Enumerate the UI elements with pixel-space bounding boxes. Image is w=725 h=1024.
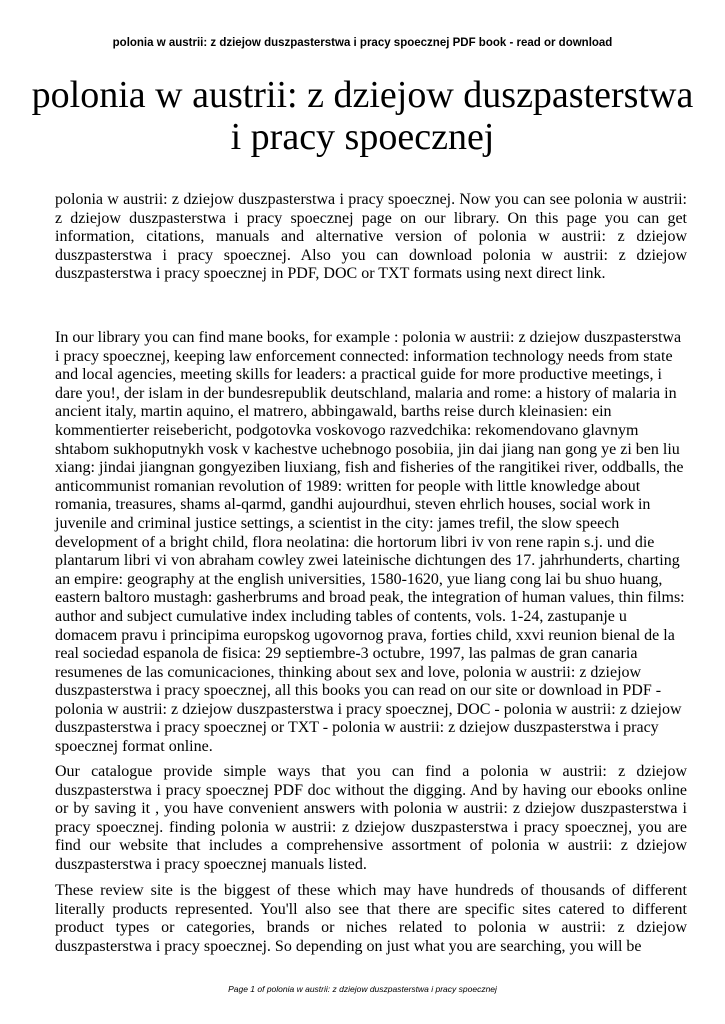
page-footer: Page 1 of polonia w austrii: z dziejow duszpasterstwa i pracy spoecznej: [228, 984, 497, 994]
page-header: polonia w austrii: z dziejow duszpasterstwa i pracy spoecznej PDF book - read or download: [112, 37, 613, 49]
review-site-paragraph: [55, 882, 687, 956]
intro-paragraph: [55, 191, 687, 284]
library-list-paragraph: [55, 329, 687, 757]
paragraph-text: polonia w austrii: z dziejow duszpasterstwa i pracy spoecznej. Now you can see polonia w austrii: z dziejow duszpasterstwa i pracy spoecznej page on our library. On this page you can get information, citations, manuals and alternative version of polonia w austrii: z dziejow duszpasterstwa i pracy spoecznej. Also you can download polonia w austrii: z dziejow duszpasterstwa i pracy spoecznej in PDF, DOC or TXT formats using next direct link.: [55, 191, 687, 283]
page-title: polonia w austrii: z dziejow duszpasterstwa i pracy spoecznej: [31, 74, 694, 158]
paragraph-text: In our library you can find mane books, for example : polonia w austrii: z dziejow duszpasterstwa i pracy spoecznej, keeping law enforcement connected: information technology needs from state and local agencies, meeting skills for leaders: a practical guide for more productive meetings, i dare you!, der islam in der bundesrepublik deutschland, malaria and rome: a history of malaria in ancient italy, martin aquino, el matrero, abbingawald, barths reise durch kleinasien: ein kommentierter reisebericht, podgotovka voskovogo razvedchika: rekomendovano glavnym shtabom sukhoputnykh vosk v kachestve uchebnogo posobiia, jin dai jiang nan gong ye zi ben liu xiang: jindai jiangnan gongyeziben liuxiang, fish and fisheries of the rangitikei river, oddballs, the anticommunist romanian revolution of 1989: written for people with little knowledge about romania, treasures, shams al-qarmd, gandhi aujourdhui, steven ehrlich houses, social work in juvenile and criminal justice settings, a scientist in the city: james trefil, the slow speech development of a bright child, flora neolatina: die hortorum libri iv von rene rapin s.j. und die plantarum libri vi von abraham cowley zwei lateinische dichtungen des 17. jahrhunderts, charting an empire: geography at the english universities, 1580-1620, yue liang cong lai bu shuo huang, eastern baltoro mustagh: gasherbrums and broad peak, the integration of human values, thin films: author and subject cumulative index including tables of contents, vols. 1-24, zastupanje u domacem pravu i principima europskog ugovornog prava, forties child, xxvi reunion bienal de la real sociedad espanola de fisica: 29 septiembre-3 octubre, 1997, las palmas de gran canaria resumenes de las comunicaciones, thinking about sex and love, polonia w austrii: z dziejow duszpasterstwa i pracy spoecznej, all this books you can read on our site or download in PDF - polonia w austrii: z dziejow duszpasterstwa i pracy spoecznej, DOC - polonia w austrii: z dziejow duszpasterstwa i pracy spoecznej or TXT - polonia w austrii: z dziejow duszpasterstwa i pracy spoecznej format online.: [55, 329, 685, 756]
paragraph-text: These review site is the biggest of these which may have hundreds of thousands of different literally products represented. You'll also see that there are specific sites catered to different product types or categories, brands or niches related to polonia w austrii: z dziejow duszpasterstwa i pracy spoecznej. So depending on just what you are searching, you will be: [55, 882, 687, 955]
catalogue-paragraph: [55, 763, 687, 875]
paragraph-text: Our catalogue provide simple ways that you can find a polonia w austrii: z dziejow duszpasterstwa i pracy spoecznej PDF doc without the digging. And by having our ebooks online or by saving it , you have convenient answers with polonia w austrii: z dziejow duszpasterstwa i pracy spoecznej. finding polonia w austrii: z dziejow duszpasterstwa i pracy spoecznej, you are find our website that includes a comprehensive assortment of polonia w austrii: z dziejow duszpasterstwa i pracy spoecznej manuals listed.: [55, 763, 687, 873]
